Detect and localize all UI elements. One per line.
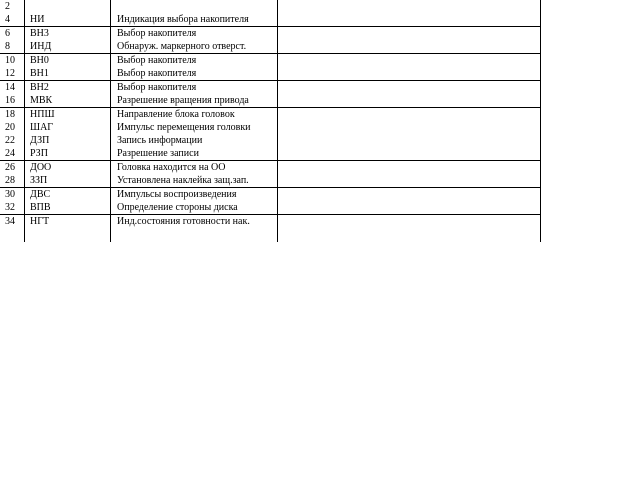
pin-number: 24 [5,148,15,159]
column-divider [110,108,111,161]
column-divider [110,54,111,81]
column-divider [277,54,278,81]
table-row [0,81,540,94]
signal-name: ВН2 [30,82,49,93]
column-divider [24,215,25,242]
table-row [0,161,540,174]
signal-name: НГТ [30,216,50,227]
pin-number: 6 [5,28,10,39]
table-row [0,228,540,241]
signal-description: Выбор накопителя [117,28,197,39]
signal-name: НПШ [30,109,55,120]
signal-description: Индикация выбора накопителя [117,14,249,25]
signal-description: Выбор накопителя [117,68,197,79]
table-row [0,188,540,201]
table-row [0,67,540,80]
pin-number: 14 [5,82,15,93]
signal-name: МВК [30,95,53,106]
pin-number: 34 [5,216,15,227]
pin-number: 8 [5,41,10,52]
signal-description: Импульс перемещения головки [117,122,251,133]
table-row [0,108,540,121]
table-row [0,215,540,228]
pin-number: 2 [5,1,10,12]
signal-name: ИНД [30,41,52,52]
column-divider [110,161,111,188]
signal-name: НИ [30,14,45,25]
table-row-group [0,0,540,27]
pin-number: 22 [5,135,15,146]
signal-description: Запись информации [117,135,203,146]
signal-description: Разрешение вращения привода [117,95,249,106]
column-divider [540,81,541,108]
table-row-group [0,215,540,242]
table-row [0,13,540,26]
table-row [0,121,540,134]
column-divider [540,215,541,242]
signal-name: ВН0 [30,55,49,66]
pin-number: 26 [5,162,15,173]
table-row [0,54,540,67]
pin-number: 18 [5,109,15,120]
column-divider [110,0,111,27]
column-divider [277,0,278,27]
signal-description: Разрешение записи [117,148,199,159]
table-row-group [0,81,540,108]
signal-name: ВН3 [30,28,49,39]
pin-number: 28 [5,175,15,186]
signal-name: ДЗП [30,135,50,146]
table-row [0,40,540,53]
column-divider [110,27,111,54]
pin-number: 10 [5,55,15,66]
column-divider [540,27,541,54]
column-divider [110,215,111,242]
column-divider [277,27,278,54]
table-row-group [0,108,540,161]
table-row [0,94,540,107]
signal-description: Головка находится на ОО [117,162,226,173]
table-row [0,201,540,214]
column-divider [540,0,541,27]
pin-number: 16 [5,95,15,106]
table-row-group [0,54,540,81]
table-row [0,134,540,147]
signal-description: Обнаруж. маркерного отверст. [117,41,247,52]
column-divider [24,54,25,81]
column-divider [540,54,541,81]
column-divider [24,27,25,54]
signal-description: Импульсы воспроизведения [117,189,237,200]
signal-name: ВН1 [30,68,49,79]
signal-description: Выбор накопителя [117,82,197,93]
column-divider [24,81,25,108]
pin-number: 12 [5,68,15,79]
table-row [0,147,540,160]
column-divider [277,215,278,242]
column-divider [277,108,278,161]
table-row [0,27,540,40]
signal-description: Выбор накопителя [117,55,197,66]
column-divider [277,161,278,188]
pin-number: 4 [5,14,10,25]
column-divider [277,188,278,215]
table-row-group [0,188,540,215]
table-row [0,0,540,13]
signal-name: ЗЗП [30,175,48,186]
table-row [0,174,540,187]
table-row-group [0,161,540,188]
column-divider [24,161,25,188]
column-divider [24,108,25,161]
signal-name: ШАГ [30,122,54,133]
column-divider [277,81,278,108]
column-divider [540,161,541,188]
signal-name: РЗП [30,148,48,159]
pin-table [0,0,540,242]
pin-number: 20 [5,122,15,133]
column-divider [540,108,541,161]
column-divider [24,188,25,215]
column-divider [24,0,25,27]
column-divider [540,188,541,215]
signal-description: Определение стороны диска [117,202,238,213]
signal-description: Направление блока головок [117,109,235,120]
column-divider [110,188,111,215]
column-divider [110,81,111,108]
pin-number: 32 [5,202,15,213]
signal-description: Установлена наклейка защ.зап. [117,175,249,186]
table-row-group [0,27,540,54]
signal-name: ВПВ [30,202,51,213]
signal-description: Инд.состояния готовности нак. [117,216,250,227]
pin-number: 30 [5,189,15,200]
signal-name: ДОО [30,162,52,173]
signal-name: ДВС [30,189,51,200]
